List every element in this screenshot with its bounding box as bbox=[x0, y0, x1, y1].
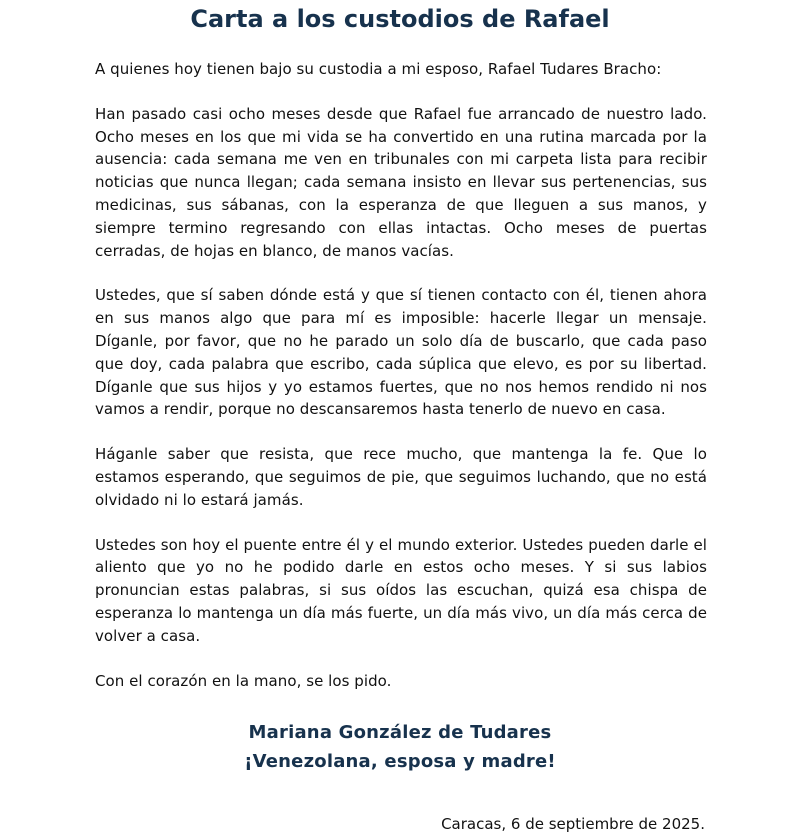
signature-block bbox=[0, 718, 800, 776]
paragraph-3: Háganle saber que resista, que rece mucho, que mantenga la fe. Que lo estamos esperando, que seguimos de pie, que seguimos luchando, que no está olvidado ni lo estará jamás. bbox=[95, 445, 707, 509]
paragraph-2: Ustedes, que sí saben dónde está y que sí tienen contacto con él, tienen ahora en sus manos algo que para mí es imposible: hacerle llegar un mensaje. Díganle, por favor, que no he parado un solo día de buscarlo, que cada paso que doy, cada palabra que escribo, cada súplica que elevo, es por su libertad. Díganle que sus hijos y yo estamos fuertes, que no nos hemos rendido ni nos vamos a rendir, porque no descansaremos hasta tenerlo de nuevo en casa. bbox=[95, 286, 707, 419]
paragraph-4: Ustedes son hoy el puente entre él y el mundo exterior. Ustedes pueden darle el aliento que yo no he podido darle en estos ocho meses. Y si sus labios pronuncian estas palabras, si sus oídos las escuchan, quizá esa chispa de esperanza lo mantenga un día más fuerte, un día más vivo, un día más cerca de volver a casa. bbox=[95, 535, 707, 645]
place-date: Caracas, 6 de septiembre de 2025. bbox=[441, 815, 705, 833]
salutation: A quienes hoy tienen bajo su custodia a mi esposo, Rafael Tudares Bracho: bbox=[95, 60, 662, 78]
paragraph-1: Han pasado casi ocho meses desde que Rafael fue arrancado de nuestro lado. Ocho meses en los que mi vida se ha convertido en una rutina marcada por la ausencia: cada semana me ven en tribunales con mi carpeta lista para recibir noticias que nunca llegan; cada semana insisto en llevar sus pertenencias, sus medicinas, sus sábanas, con la esperanza de que lleguen a sus manos, y siempre termino regresando con ellas intactas. Ocho meses de puertas cerradas, de hojas en blanco, de manos vacías. bbox=[95, 104, 707, 260]
closing-line: Con el corazón en la mano, se los pido. bbox=[95, 671, 392, 690]
signature-name: Mariana González de Tudares bbox=[248, 722, 552, 743]
letter-title: Carta a los custodios de Rafael bbox=[190, 5, 610, 33]
letter-body bbox=[95, 58, 707, 692]
signature-tagline: ¡Venezolana, esposa y madre! bbox=[244, 751, 556, 772]
